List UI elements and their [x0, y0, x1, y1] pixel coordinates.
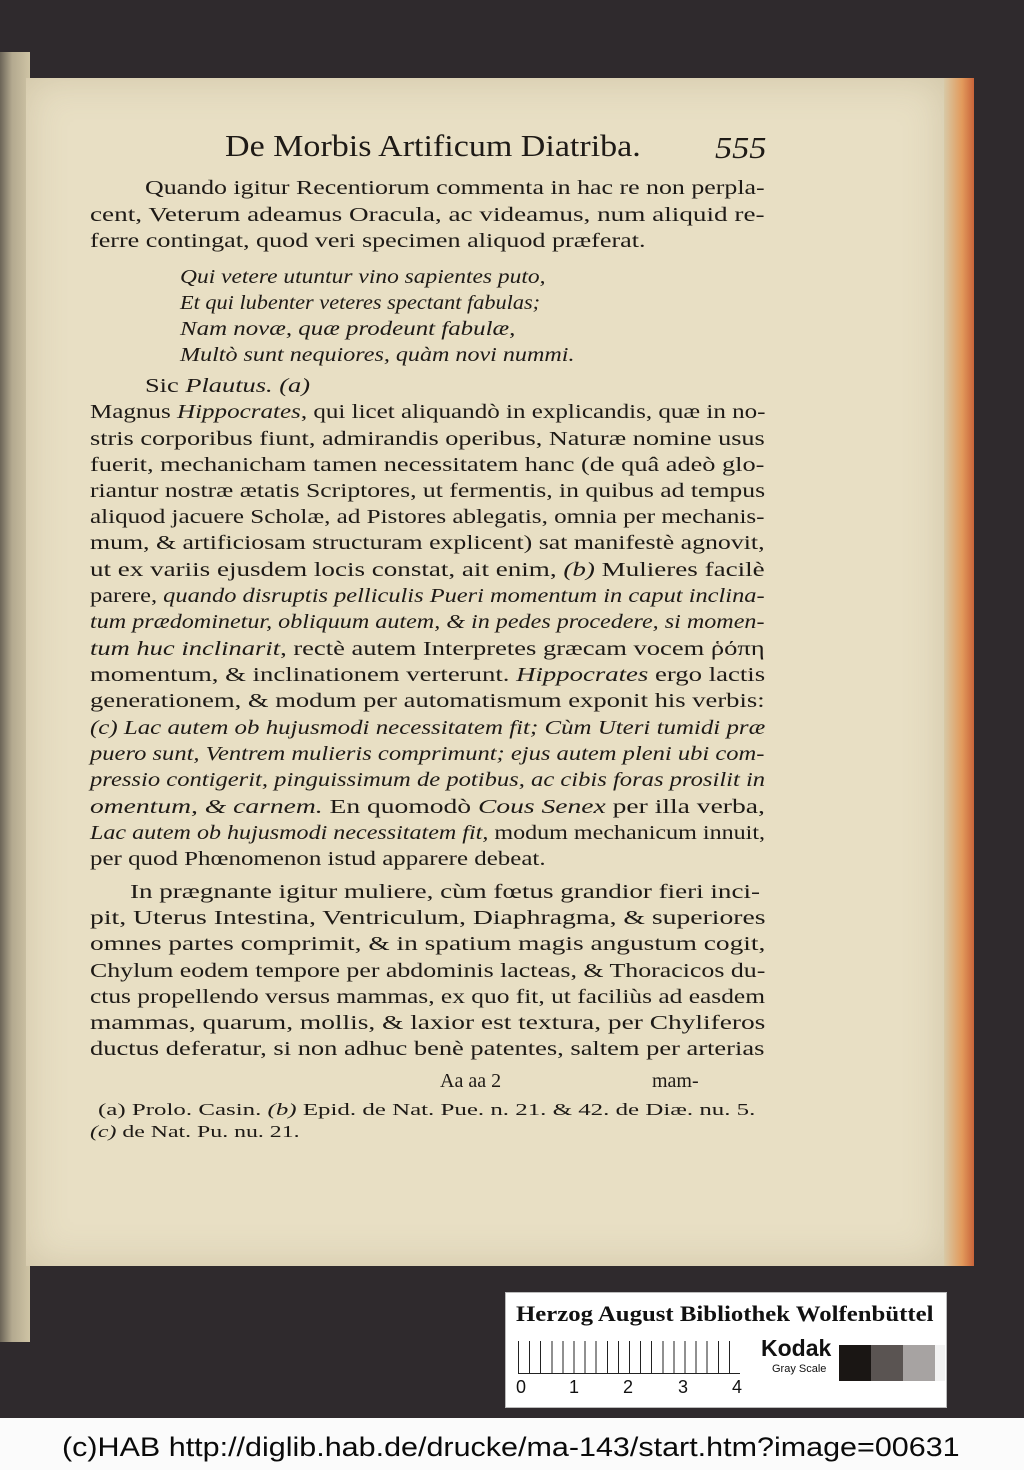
gray-swatch — [839, 1345, 871, 1381]
ruler-number: 0 — [516, 1377, 527, 1397]
library-name: Herzog August Bibliothek Wolfenbüttel — [516, 1301, 934, 1326]
text-run: omnes partes comprimit, & in spatium magis angustum cogit, — [90, 933, 766, 955]
text-run: Sic — [145, 375, 186, 397]
text-line — [90, 611, 764, 634]
text-run: Et qui lubenter veteres spectant fabulas; — [180, 292, 541, 314]
scale-ruler — [518, 1341, 740, 1374]
text-run: modum mechanicum innuit, — [488, 822, 766, 844]
text-run: Hippocrates — [176, 401, 301, 423]
text-run: Nam novæ, quæ prodeunt fabulæ, — [180, 318, 516, 340]
text-line — [90, 532, 765, 555]
text-line — [90, 986, 765, 1009]
text-run: per illa verba, — [605, 796, 765, 818]
text-line — [180, 292, 540, 315]
text-run: En quomodò — [322, 796, 478, 818]
library-stamp — [505, 1292, 947, 1408]
text-run: Magnus — [90, 401, 177, 423]
text-line — [145, 177, 765, 200]
ruler-number: 4 — [732, 1377, 743, 1397]
text-line — [90, 1038, 764, 1061]
text-line — [90, 480, 765, 503]
text-line — [90, 796, 765, 819]
text-run: parere, — [90, 585, 164, 607]
text-line — [90, 743, 764, 766]
text-run: de Nat. Pu. nu. 21. — [116, 1122, 300, 1141]
text-run: tum prædominetur, obliquum autem, & in pedes procedere, si momen- — [90, 611, 765, 633]
page-edge — [944, 78, 974, 1266]
text-run: ferre contingat, quod veri specimen aliquod præferat. — [90, 230, 646, 252]
text-line — [90, 506, 765, 529]
text-line — [90, 822, 765, 845]
text-run: pressio contigerit, pinguissimum de potibus, ac cibis foras prosilit in — [90, 769, 766, 791]
text-line — [90, 559, 765, 582]
text-line — [90, 585, 765, 608]
text-run: generationem, & modum per automatismum exponit his verbis: — [90, 690, 765, 712]
text-line — [90, 401, 765, 424]
text-run: fuerit, mechanicham tamen necessitatem hanc (de quâ adeò glo- — [90, 454, 765, 476]
text-run: ergo lactis — [648, 664, 766, 686]
text-run: Mulieres facilè — [594, 559, 765, 581]
text-run: (b) — [267, 1100, 297, 1119]
catchword: mam- — [652, 1070, 699, 1092]
text-run: In prægnante igitur muliere, cùm fœtus grandior fieri inci- — [130, 881, 760, 903]
text-run: stris corporibus fiunt, admirandis operibus, Naturæ nomine usus — [90, 428, 765, 450]
running-head: De Morbis Artificum Diatriba. — [225, 128, 641, 163]
gray-swatch — [871, 1345, 903, 1381]
text-line — [90, 428, 765, 451]
text-line — [90, 638, 765, 661]
footnote-line — [98, 1100, 755, 1120]
text-run: cent, Veterum adeamus Oracula, ac videamus, num aliquid re- — [90, 204, 765, 226]
gray-swatch — [903, 1345, 935, 1381]
gray-swatch — [935, 1345, 945, 1381]
text-run: puero sunt, Ventrem mulieris comprimunt; ejus autem pleni ubi com- — [90, 743, 765, 765]
text-line — [180, 266, 546, 289]
text-run: mammas, quarum, mollis, & laxior est textura, per Chyliferos — [90, 1012, 766, 1034]
text-run: (a) Prolo. Casin. — [98, 1100, 268, 1119]
text-run: Hippocrates — [516, 664, 649, 686]
text-line — [130, 881, 760, 904]
kodak-logo: Kodak — [761, 1335, 832, 1361]
text-run: quando disruptis pelliculis Pueri momentum in caput inclina- — [163, 585, 765, 607]
text-run: Plautus. (a) — [185, 375, 310, 397]
text-run: Chylum eodem tempore per abdominis lacteas, & Thoracicos du- — [90, 960, 766, 982]
text-line — [90, 907, 766, 930]
text-line — [180, 344, 574, 367]
text-run: Cous Senex — [477, 796, 606, 818]
text-run: (b) — [563, 559, 595, 581]
text-line — [90, 933, 765, 956]
text-line — [90, 454, 764, 477]
copyright-url: (c)HAB http://diglib.hab.de/drucke/ma-143/start.htm?image=00631 — [62, 1432, 960, 1462]
text-line — [90, 204, 765, 227]
text-run: Lac autem ob hujusmodi necessitatem fit, — [90, 822, 489, 844]
ruler-number: 3 — [678, 1377, 689, 1397]
text-line — [90, 690, 765, 713]
text-run: aliquod jacuere Scholæ, ad Pistores ablegatis, omnia per mechanis- — [90, 506, 765, 528]
text-line — [90, 664, 765, 687]
text-run: mum, & artificiosam structuram explicent) sat manifestè agnovit, — [90, 532, 765, 554]
text-line — [90, 230, 646, 253]
text-line — [90, 848, 546, 871]
text-run: (c) Lac autem ob hujusmodi necessitatem fit; Cùm Uteri tumidi præ — [90, 717, 766, 739]
text-run: Qui vetere utuntur vino sapientes puto, — [180, 266, 546, 288]
text-line — [90, 769, 765, 792]
text-run: per quod Phœnomenon istud apparere debeat. — [90, 848, 546, 870]
ruler-number: 1 — [569, 1377, 580, 1397]
text-run: riantur nostræ ætatis Scriptores, ut fermentis, in quibus ad tempus — [90, 480, 766, 502]
text-line — [90, 717, 765, 740]
text-run: pit, Uterus Intestina, Ventriculum, Diaphragma, & superiores — [90, 907, 766, 929]
page-number: 555 — [715, 130, 767, 165]
text-run: momentum, & inclinationem verterunt. — [90, 664, 517, 686]
text-line — [90, 960, 765, 983]
text-run: (c) — [90, 1122, 117, 1141]
footnote-line — [90, 1122, 300, 1142]
text-run: omentum, & carnem. — [90, 796, 323, 818]
text-run: Quando igitur Recentiorum commenta in hac re non perpla- — [145, 177, 765, 199]
text-run: , qui licet aliquandò in explicandis, quæ in no- — [300, 401, 766, 423]
text-line — [90, 1012, 765, 1035]
text-run: Multò sunt nequiores, quàm novi nummi. — [180, 344, 575, 366]
text-line — [180, 318, 515, 341]
gray-scale-label: Gray Scale — [772, 1363, 827, 1375]
text-run: ut ex variis ejusdem locis constat, ait enim, — [90, 559, 564, 581]
signature-mark: Aa aa 2 — [440, 1070, 502, 1092]
text-run: tum huc inclinarit — [90, 638, 281, 660]
text-run: ductus deferatur, si non adhuc benè patentes, saltem per arterias — [90, 1038, 765, 1060]
text-run: , rectè autem Interpretes græcam vocem ῥόπη — [280, 638, 765, 660]
ruler-number: 2 — [623, 1377, 634, 1397]
text-run: ctus propellendo versus mammas, ex quo fit, ut faciliùs ad easdem — [90, 986, 765, 1008]
text-line — [145, 375, 310, 398]
text-run: Epid. de Nat. Pue. n. 21. & 42. de Diæ. nu. 5. — [296, 1100, 756, 1119]
